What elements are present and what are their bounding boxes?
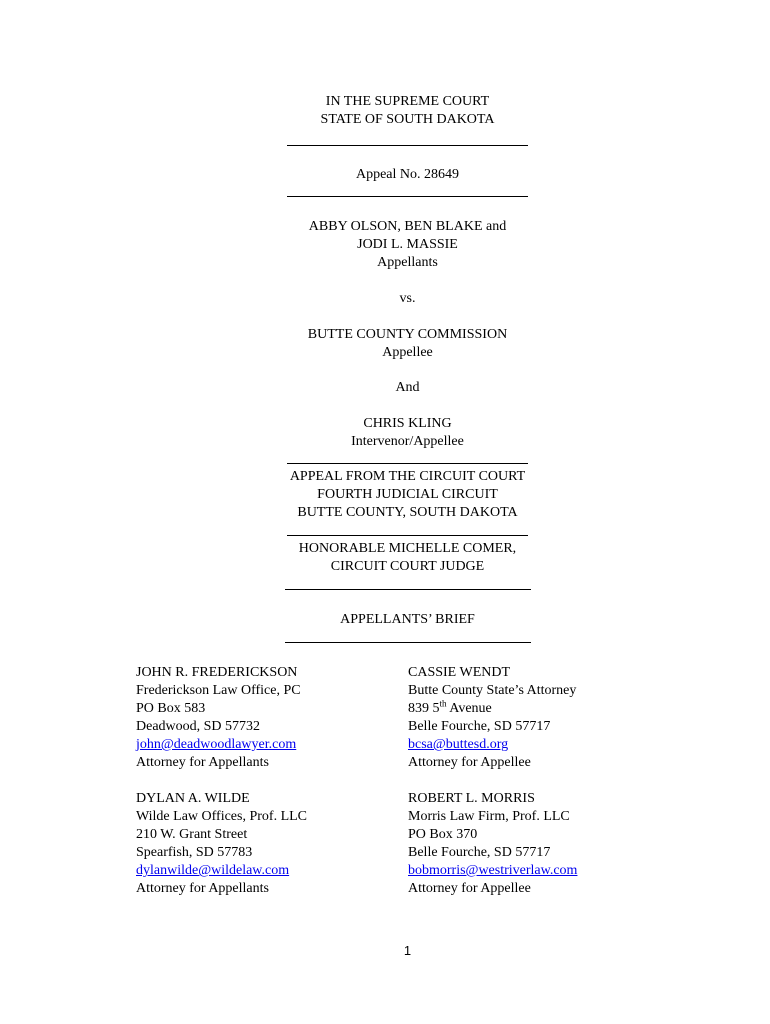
attorney-email-link[interactable]: bobmorris@westriverlaw.com (408, 863, 578, 878)
appellants-names-line2: JODI L. MASSIE (357, 237, 458, 252)
brief-title: APPELLANTS’ BRIEF (340, 612, 475, 627)
attorney-role: Attorney for Appellants (136, 881, 269, 896)
attorney-address-line1: PO Box 583 (136, 701, 206, 716)
attorney-email-link[interactable]: dylanwilde@wildelaw.com (136, 863, 290, 878)
attorney-firm: Frederickson Law Office, PC (136, 683, 301, 698)
appeal-from-line2: FOURTH JUDICIAL CIRCUIT (317, 487, 498, 502)
attorney-name: JOHN R. FREDERICKSON (136, 665, 298, 680)
appellee-name: BUTTE COUNTY COMMISSION (307, 327, 508, 342)
judge-title: CIRCUIT COURT JUDGE (330, 559, 485, 574)
attorney-role: Attorney for Appellants (136, 755, 269, 770)
court-state: STATE OF SOUTH DAKOTA (320, 112, 495, 127)
judge-name: HONORABLE MICHELLE COMER, (298, 541, 517, 556)
attorney-address-line2: Deadwood, SD 57732 (136, 719, 261, 734)
attorney-address-line2: Belle Fourche, SD 57717 (408, 845, 551, 860)
and-conjunction: And (395, 380, 420, 395)
appeal-number: Appeal No. 28649 (355, 167, 460, 182)
attorney-block-frederickson (136, 664, 301, 772)
attorney-address-line1: PO Box 370 (408, 827, 478, 842)
page-number: 1 (403, 943, 412, 958)
attorney-address-line1: 839 5th Avenue (408, 698, 492, 716)
appeal-from-line3: BUTTE COUNTY, SOUTH DAKOTA (297, 505, 518, 520)
divider (287, 145, 528, 146)
divider (285, 589, 531, 590)
attorney-name: CASSIE WENDT (408, 665, 511, 680)
attorney-name: ROBERT L. MORRIS (408, 791, 535, 806)
divider (287, 535, 528, 536)
attorney-firm: Butte County State’s Attorney (408, 683, 577, 698)
attorney-email-link[interactable]: bcsa@buttesd.org (408, 737, 509, 752)
divider (287, 463, 528, 464)
attorney-address-line2: Spearfish, SD 57783 (136, 845, 253, 860)
attorney-firm: Wilde Law Offices, Prof. LLC (136, 809, 308, 824)
appeal-from-line1: APPEAL FROM THE CIRCUIT COURT (289, 469, 526, 484)
attorney-role: Attorney for Appellee (408, 881, 531, 896)
intervenor-name: CHRIS KLING (363, 416, 452, 431)
appeal-from-block (0, 468, 770, 522)
court-name: IN THE SUPREME COURT (325, 94, 490, 109)
attorney-block-wilde (136, 790, 307, 898)
appellants-names-line1: ABBY OLSON, BEN BLAKE and (308, 219, 507, 234)
appellants-block (0, 218, 770, 272)
attorney-block-wendt (408, 664, 576, 772)
judge-block (0, 540, 770, 576)
attorney-role: Attorney for Appellee (408, 755, 531, 770)
appellee-block (0, 326, 770, 362)
versus: vs. (399, 291, 416, 306)
appellee-role: Appellee (382, 345, 433, 360)
attorney-address-line1: 210 W. Grant Street (136, 827, 248, 842)
appellants-role: Appellants (377, 255, 438, 270)
intervenor-block (0, 415, 770, 451)
divider (287, 196, 528, 197)
attorney-address-line2: Belle Fourche, SD 57717 (408, 719, 551, 734)
attorney-firm: Morris Law Firm, Prof. LLC (408, 809, 570, 824)
divider (285, 642, 531, 643)
intervenor-role: Intervenor/Appellee (351, 434, 464, 449)
attorney-block-morris (408, 790, 577, 898)
court-heading (0, 93, 770, 129)
attorney-name: DYLAN A. WILDE (136, 791, 250, 806)
attorney-email-link[interactable]: john@deadwoodlawyer.com (136, 737, 297, 752)
